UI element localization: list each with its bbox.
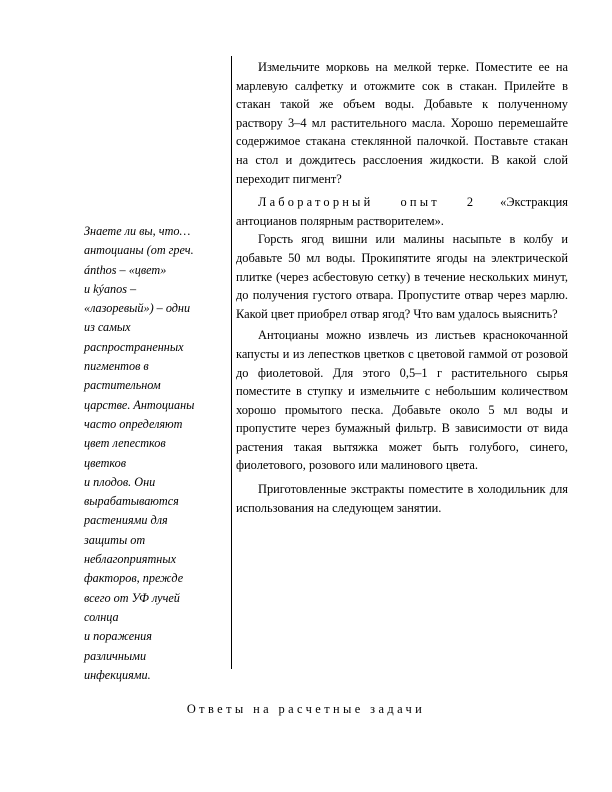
sidebar-line: неблагоприятных <box>84 552 176 567</box>
paragraph-storage-note: Приготовленные экстракты поместите в холодильник для использования на следующем занятии. <box>236 482 568 515</box>
sidebar-line: ánthos – «цвет» <box>84 262 167 277</box>
sidebar-line: часто определяют <box>84 416 183 431</box>
sidebar-line: антоцианы (от греч. <box>84 243 194 258</box>
sidebar-line: солнца <box>84 609 119 624</box>
sidebar-line: растениями для <box>84 513 168 528</box>
paragraph-carrot-experiment: Измельчите морковь на мелкой терке. Поместите ее на марлевую салфетку и отожмите сок в стакан. Прилейте в стакан такой же объем воды. Добавьте к полученному раствору 3–4 мл растительного масла. Хорошо перемешайте содержимое стакана стеклянной палочкой. Поставьте стакан на стол и дождитесь расслоения жидкости. В какой слой переходит пигмент? <box>236 60 568 186</box>
sidebar-line: и kýanos – <box>84 281 137 296</box>
sidebar-line: цветков <box>84 455 127 470</box>
sidebar-line: Знаете ли вы, что… <box>84 224 191 238</box>
sidebar-line: вырабатываются <box>84 494 179 509</box>
sidebar-line: факторов, прежде <box>84 571 184 586</box>
paragraph-cabbage-extraction: Антоцианы можно извлечь из листьев краснокочанной капусты и из лепестков цветков с цветовой гаммой от розовой до фиолетовой. Для этого 0,5–1 г растительного сырья поместите в ступку и измельчите с небольшим количеством хорошо промытого песка. Добавьте около 5 мл воды и пропустите через бумажный фильтр. В зависимости от вида растения такая вытяжка может быть голубого, синего, фиолетового, розового или малинового цвета. <box>236 328 568 473</box>
sidebar-line: инфекциями. <box>84 667 151 682</box>
sidebar-line: защиты от <box>84 532 146 547</box>
did-you-know-sidebar <box>84 222 214 685</box>
sidebar-line: цвет лепестков <box>84 436 166 451</box>
sidebar-line: всего от УФ лучей <box>84 590 180 605</box>
column-divider <box>231 56 232 669</box>
sidebar-line: царстве. Антоцианы <box>84 397 195 412</box>
sidebar-line: и плодов. Они <box>84 474 156 489</box>
sidebar-line: распространенных <box>84 339 184 354</box>
lab-experiment-label: Лабораторный опыт 2 <box>258 195 477 210</box>
section-heading-answers: Ответы на расчетные задачи <box>186 702 426 716</box>
main-text-column <box>236 58 568 517</box>
sidebar-line: растительном <box>84 378 161 393</box>
sidebar-line: «лазоревый») – одни <box>84 301 191 316</box>
sidebar-line: из самых <box>84 320 131 335</box>
paragraph-berry-decoction: Горсть ягод вишни или малины насыпьте в колбу и добавьте 50 мл воды. Прокипятите ягоды на электрической плитке (через асбестовую сетку) в течение нескольких минут, до получения густого отвара. Пропустите отвар через марлю. Какой цвет приобрел отвар ягод? Что вам удалось выяснить? <box>236 232 568 321</box>
lab-experiment-title: «Экстракция антоцианов полярным растворителем». <box>236 195 568 228</box>
sidebar-line: и поражения <box>84 629 152 644</box>
sidebar-line: пигментов в <box>84 359 149 374</box>
sidebar-line: различными <box>84 648 147 663</box>
paragraph-lab-experiment-heading <box>236 193 568 230</box>
